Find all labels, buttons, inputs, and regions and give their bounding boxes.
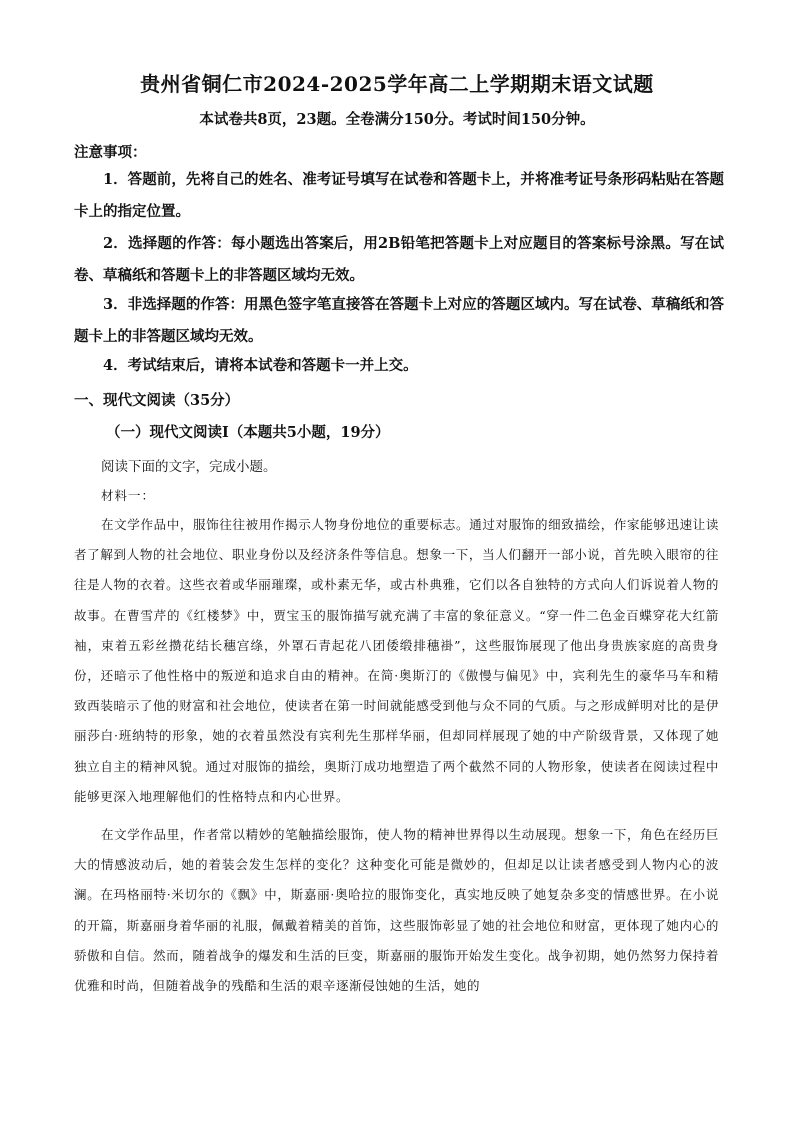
passage-paragraph-2: 在文学作品里，作者常以精妙的笔触描绘服饰，使人物的精神世界得以生动展现。想象一下，角色在经历巨大的情感波动后，她的着装会发生怎样的变化？这种变化可能是微妙的，但却足以让读者感受到人物内心的波澜。在玛格丽特·米切尔的《飘》中，斯嘉丽·奥哈拉的服饰变化，真实地反映了她复杂多变的情感世界。在小说的开篇，斯嘉丽身着华丽的礼服，佩戴着精美的首饰，这些服饰彰显了她的社会地位和财富，更体现了她内心的骄傲和自信。然而，随着战争的爆发和生活的巨变，斯嘉丽的服饰开始发生变化。战争初期，她仍然努力保持着优雅和时尚，但随着战争的残酷和生活的艰辛逐渐侵蚀她的生活，她的 xyxy=(74,827,719,994)
notice-item-4: 4．考试结束后，请将本试卷和答题卡一并上交。 xyxy=(103,357,418,374)
notice-heading: 注意事项： xyxy=(74,144,147,161)
subsection-heading: （一）现代文阅读Ⅰ（本题共5小题，19分） xyxy=(106,424,390,441)
exam-subtitle: 本试卷共8页，23题。全卷满分150分。考试时间150分钟。 xyxy=(199,111,595,128)
passage-paragraph-1: 在文学作品中，服饰往往被用作揭示人物身份地位的重要标志。通过对服饰的细致描绘，作家能够迅速让读者了解到人物的社会地位、职业身份以及经济条件等信息。想象一下，当人们翻开一部小说，首先映入眼帘的往往是人物的衣着。这些衣着或华丽璀璨，或朴素无华，或古朴典雅，它们以各自独特的方式向人们诉说着人物的故事。在曹雪芹的《红楼梦》中，贾宝玉的服饰描写就充满了丰富的象征意义。“穿一件二色金百蝶穿花大红箭袖，束着五彩丝攒花结长穗宫绦，外罩石青起花八团倭缎排穗褂”，这些服饰展现了他出身贵族家庭的高贵身份，还暗示了他性格中的叛逆和追求自由的精神。在简·奥斯汀的《傲慢与偏见》中，宾利先生的豪华马车和精致西装暗示了他的财富和社会地位，使读者在第一时间就能感受到他与众不同的气质。与之形成鲜明对比的是伊丽莎白·班纳特的形象，她的衣着虽然没有宾利先生那样华丽，但却同样展现了她的中产阶级背景，又体现了她独立自主的精神风貌。通过对服饰的描绘，奥斯汀成功地塑造了两个截然不同的人物形象，使读者在阅读过程中能够更深入地理解他们的性格特点和内心世界。 xyxy=(74,517,719,804)
reading-instruction: 阅读下面的文字，完成小题。 xyxy=(101,459,277,475)
notice-item-3: 3．非选择题的作答：用黑色签字笔直接答在答题卡上对应的答题区域内。写在试卷、草稿纸和答题卡上的非答题区域均无效。 xyxy=(74,296,724,345)
section-heading: 一、现代文阅读（35分） xyxy=(74,392,240,409)
exam-title: 贵州省铜仁市2024-2025学年高二上学期期末语文试题 xyxy=(140,72,654,96)
material-label: 材料一： xyxy=(101,488,156,503)
notice-item-2: 2．选择题的作答：每小题选出答案后，用2B铅笔把答题卡上对应题目的答案标号涂黑。写在试卷、草稿纸和答题卡上的非答题区域均无效。 xyxy=(74,235,724,284)
notice-item-1: 1．答题前，先将自己的姓名、准考证号填写在试卷和答题卡上，并将准考证号条形码粘贴在答题卡上的指定位置。 xyxy=(74,171,724,220)
